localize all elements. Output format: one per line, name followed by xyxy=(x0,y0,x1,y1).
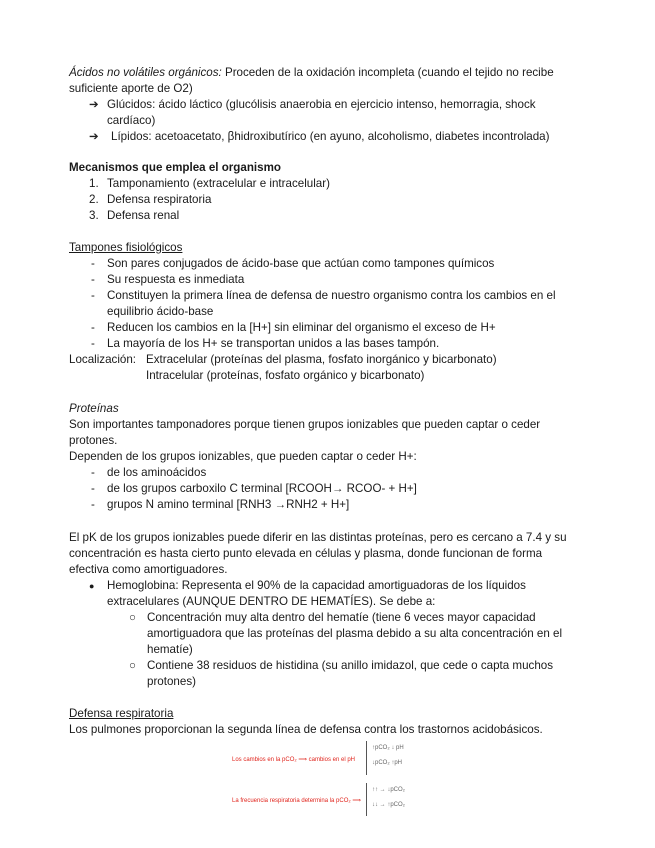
mecanismos-num-3: 3. xyxy=(89,209,99,222)
pk-line2: concentración es hasta cierto punto elevada en células y plasma, donde funcionan de forma xyxy=(69,547,543,560)
dash-marker: - xyxy=(91,273,95,286)
mecanismos-item-2: Defensa respiratoria xyxy=(107,193,212,206)
defensa-title: Defensa respiratoria xyxy=(69,707,174,720)
hemoglobina-line1: Hemoglobina: Representa el 90% de la capacidad amortiguadoras de los líquidos xyxy=(107,579,526,592)
localizacion-intracelular: Intracelular (proteínas, fosfato orgánico y bicarbonato) xyxy=(146,369,425,382)
proteinas-item-2: de los grupos carboxilo C terminal [RCOOH→ RCOO- + H+] xyxy=(107,482,417,495)
acidos-item-lipidos: Lípidos: acetoacetato, βhidroxibutírico (en ayuno, alcoholismo, diabetes incontrolada) xyxy=(111,130,550,143)
acidos-item-glucidos-cont: cardíaco) xyxy=(107,114,156,127)
circle-bullet-icon: ○ xyxy=(129,659,137,672)
mecanismos-num-1: 1. xyxy=(89,177,99,190)
proteinas-item-3: grupos N amino terminal [RNH3 →RNH2 + H+] xyxy=(107,498,350,511)
tampones-item-2: Su respuesta es inmediata xyxy=(107,273,245,286)
mecanismos-title: Mecanismos que emplea el organismo xyxy=(69,161,281,174)
hemoglobina-line2: extracelulares (AUNQUE DENTRO DE HEMATÍES). Se debe a: xyxy=(107,595,436,608)
acidos-text2: suficiente aporte de O2) xyxy=(69,82,193,95)
figure-gray-1b: ↓pCO₂ ↑pH xyxy=(372,760,403,766)
acidos-paragraph-line1 xyxy=(69,65,554,81)
mecanismos-num-2: 2. xyxy=(89,193,99,206)
localizacion-extracelular: Extracelular (proteínas del plasma, fosfato inorgánico y bicarbonato) xyxy=(146,353,497,366)
hemo-sub1-line1: Concentración muy alta dentro del hematíe (tiene 6 veces mayor capacidad xyxy=(147,611,536,624)
tampones-title: Tampones fisiológicos xyxy=(69,241,183,254)
acidos-text1: Proceden de la oxidación incompleta (cuando el tejido no recibe xyxy=(221,66,554,79)
pk-line3: efectiva como amortiguadores. xyxy=(69,563,228,576)
dash-marker: - xyxy=(91,337,95,350)
tampones-item-3: Constituyen la primera línea de defensa de nuestro organismo contra los cambios en el xyxy=(107,289,556,302)
proteinas-p1-line1: Son importantes tamponadores porque tienen grupos ionizables que pueden captar o ceder xyxy=(69,418,541,431)
mecanismos-item-3: Defensa renal xyxy=(107,209,180,222)
figure-brace-2 xyxy=(366,783,367,816)
proteinas-p2: Dependen de los grupos ionizables, que pueden captar o ceder H+: xyxy=(69,450,417,463)
arrow-icon: ➔ xyxy=(89,130,99,143)
dash-marker: - xyxy=(91,289,95,302)
dash-marker: - xyxy=(91,321,95,334)
proteinas-p1-line2: protones. xyxy=(69,434,118,447)
dash-marker: - xyxy=(91,498,95,511)
bullet-icon: ● xyxy=(89,581,95,591)
proteinas-title: Proteínas xyxy=(69,402,119,415)
figure-gray-2b: ↓↓ → ↑pCO₂ xyxy=(372,802,405,808)
tampones-item-3-cont: equilibrio ácido-base xyxy=(107,305,214,318)
figure-gray-2a: ↑↑ → ↓pCO₂ xyxy=(372,787,405,793)
dash-marker: - xyxy=(91,482,95,495)
figure-red-text-1: Los cambios en la pCO₂ ⟹ cambios en el pH xyxy=(232,757,355,763)
dash-marker: - xyxy=(91,466,95,479)
hemo-sub1-line3: hematíe) xyxy=(147,643,193,656)
pk-line1: El pK de los grupos ionizables puede diferir en las distintas proteínas, pero es cercano a 7.4 y su xyxy=(69,531,567,544)
figure-brace-1 xyxy=(366,741,367,775)
tampones-item-1: Son pares conjugados de ácido-base que actúan como tampones químicos xyxy=(107,257,495,270)
tampones-item-5: La mayoría de los H+ se transportan unidos a las bases tampón. xyxy=(107,337,440,350)
hemo-sub1-line2: amortiguadora que las proteínas del plasma debido a su alta concentración en el xyxy=(147,627,563,640)
defensa-text: Los pulmones proporcionan la segunda línea de defensa contra los trastornos acidobásicos. xyxy=(69,723,543,736)
figure-red-text-2: La frecuencia respiratoria determina la pCO₂ ⟹ xyxy=(232,798,361,804)
hemo-sub2-line1: Contiene 38 residuos de histidina (su anillo imidazol, que cede o capta muchos xyxy=(147,659,554,672)
tampones-item-4: Reducen los cambios en la [H+] sin eliminar del organismo el exceso de H+ xyxy=(107,321,496,334)
arrow-icon: ➔ xyxy=(89,98,99,111)
figure-gray-1a: ↑pCO₂ ↓ pH xyxy=(372,745,404,751)
localizacion-label: Localización: xyxy=(69,353,137,366)
mecanismos-item-1: Tamponamiento (extracelular e intracelular) xyxy=(107,177,330,190)
acidos-item-glucidos: Glúcidos: ácido láctico (glucólisis anaerobia en ejercicio intenso, hemorragia, shock xyxy=(107,98,536,111)
proteinas-item-1: de los aminoácidos xyxy=(107,466,207,479)
acidos-title: Ácidos no volátiles orgánicos: xyxy=(69,66,222,79)
hemo-sub2-line2: protones) xyxy=(147,675,196,688)
circle-bullet-icon: ○ xyxy=(129,611,137,624)
dash-marker: - xyxy=(91,257,95,270)
